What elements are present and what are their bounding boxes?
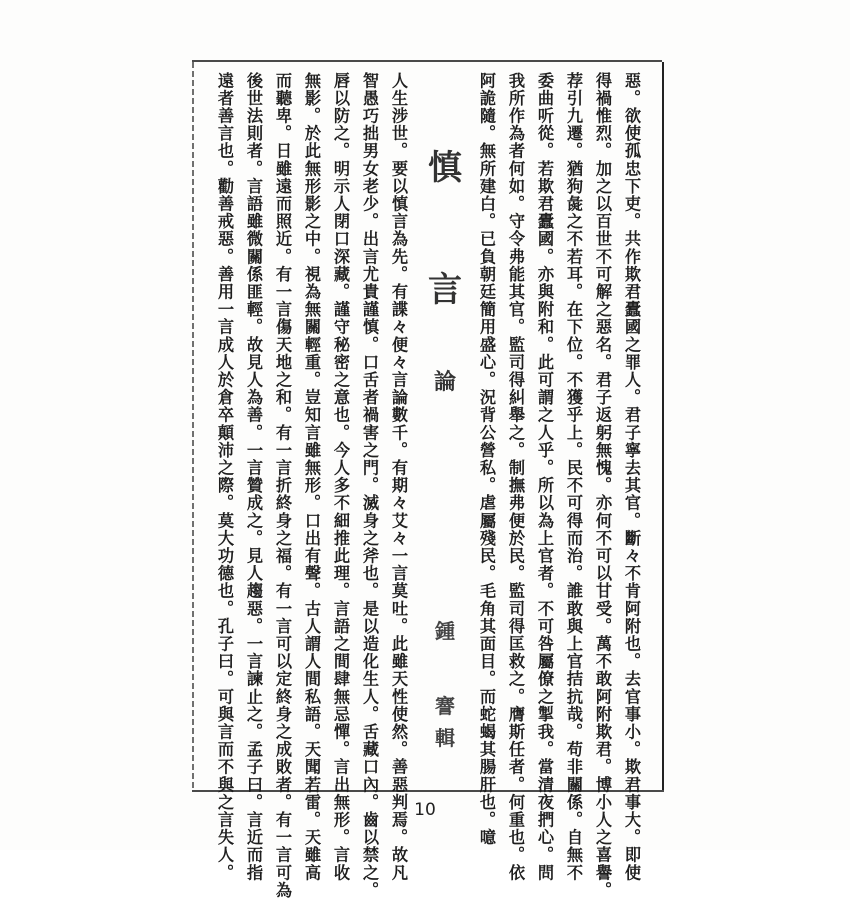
title-char-2: 言: [428, 270, 462, 310]
author-char-1: 鍾: [435, 619, 455, 643]
title-char-3: 論: [433, 369, 456, 395]
text-column-12: 而聽卑。日雖遠而照近。有一言傷天地之和。有一言折終身之福。有一言可以定終身之成敗者。有一言可為: [273, 72, 292, 899]
author-char-2: 謇: [435, 694, 455, 718]
text-column-11: 無影。於此無形影之中。視為無關輕重。豈知言雖無形。口出有聲。古人謂人間私語。天聞若雷。天雖高: [302, 72, 321, 882]
text-column-1: 惡。欲使孤忠下吏。共作欺君蠹國之罪人。君子寧去其官。斷々不肯阿附也。去官事小。欺君事大。即使: [622, 72, 641, 882]
text-column-4: 委曲听從。若欺君蠹國。亦與附和。此可謂之人乎。所以為上官者。不可咎屬僚之掣我。當清夜捫心。問: [535, 72, 554, 882]
page-number: 10: [414, 800, 436, 820]
text-column-9: 智愚巧拙男女老少。出言尤貴謹慎。口舌者禍害之門。滅身之斧也。是以造化生人。舌藏口內。齒以禁之。: [360, 72, 379, 899]
text-column-8: 人生涉世。要以慎言為先。有諜々便々言論數千。有期々艾々一言莫吐。此雖天性使然。善惡判焉。故凡: [389, 72, 408, 882]
right-border-rule: [662, 62, 664, 790]
text-column-10: 唇以防之。明示人閉口深藏。謹守秘密之意也。今人多不細推此理。言語之間肆無忌憚。言出無形。言收: [331, 72, 350, 882]
text-column-2: 得禍惟烈。加之以百世不可解之惡名。君子返躬無愧。亦何不可以甘受。萬不敢阿附欺君。博小人之喜譽。: [593, 72, 612, 899]
text-column-5: 我所作為者何如。守令弗能其官。監司得糾舉之。制撫弗便於民。監司得匡救之。膺斯任者。何重也。依: [506, 72, 525, 882]
top-border-rule: [192, 60, 662, 62]
title-char-1: 慎: [428, 148, 462, 188]
text-column-6: 阿詭隨。無所建白。已負朝廷簡用盛心。況背公營私。虐屬殘民。毛角其面目。而蛇蝎其腸肝也。噫: [477, 72, 496, 847]
text-column-13: 後世法則者。言語雖微關係匪輕。故見人為善。一言贊成之。見人趨惡。一言諫止之。孟子曰。言近而指: [244, 72, 263, 882]
left-border-rule: [192, 62, 194, 790]
text-column-14: 遠者善言也。勸善戒惡。善用一言成人於倉卒顛沛之際。莫大功德也。孔子曰。可與言而不與之言失人。: [215, 72, 234, 882]
text-column-3: 荐引九遷。猶狗彘之不若耳。在下位。不獲乎上。民不可得而治。誰敢與上官拮抗哉。苟非關係。自無不: [564, 72, 583, 882]
author-char-3: 輯: [435, 726, 455, 750]
